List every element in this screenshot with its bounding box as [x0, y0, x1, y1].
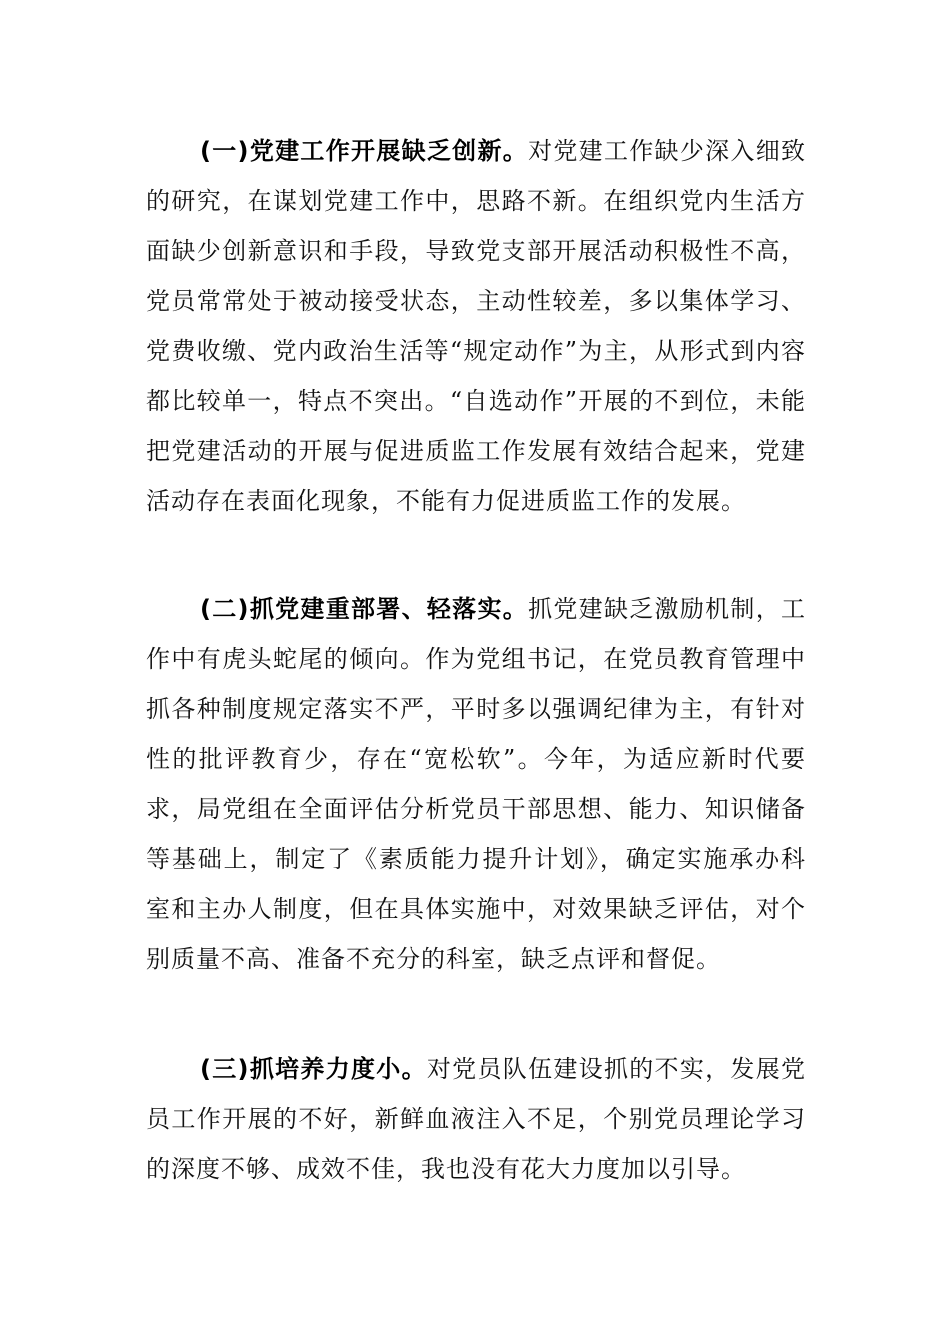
- paragraph-3: [146, 1044, 806, 1194]
- paragraph-2-body: 抓党建缺乏激励机制，工作中有虎头蛇尾的倾向。作为党组书记，在党员教育管理中抓各种制度规定落实不严，平时多以强调纪律为主，有针对性的批评教育少，存在“宽松软”。今年，为适应新时代要求，局党组在全面评估分析党员干部思想、能力、知识储备等基础上，制定了《素质能力提升计划》，确定实施承办科室和主办人制度，但在具体实施中，对效果缺乏评估，对个别质量不高、准备不充分的科室，缺乏点评和督促。: [146, 595, 807, 973]
- paragraph-2: [146, 584, 806, 984]
- paragraph-1-heading: (一)党建工作开展缺乏创新。: [200, 137, 529, 165]
- paragraph-1: [146, 126, 806, 526]
- paragraph-2-heading: (二)抓党建重部署、轻落实。: [200, 595, 529, 623]
- paragraph-1-body: 对党建工作缺少深入细致的研究，在谋划党建工作中，思路不新。在组织党内生活方面缺少创新意识和手段，导致党支部开展活动积极性不高，党员常常处于被动接受状态，主动性较差，多以集体学习、党费收缴、党内政治生活等“规定动作”为主，从形式到内容都比较单一，特点不突出。“自选动作”开展的不到位，未能把党建活动的开展与促进质监工作发展有效结合起来，党建活动存在表面化现象，不能有力促进质监工作的发展。: [146, 137, 807, 515]
- paragraph-3-heading: (三)抓培养力度小。: [200, 1055, 427, 1083]
- paragraph-3-body: 对党员队伍建设抓的不实，发展党员工作开展的不好，新鲜血液注入不足，个别党员理论学习的深度不够、成效不佳，我也没有花大力度加以引导。: [146, 1055, 807, 1183]
